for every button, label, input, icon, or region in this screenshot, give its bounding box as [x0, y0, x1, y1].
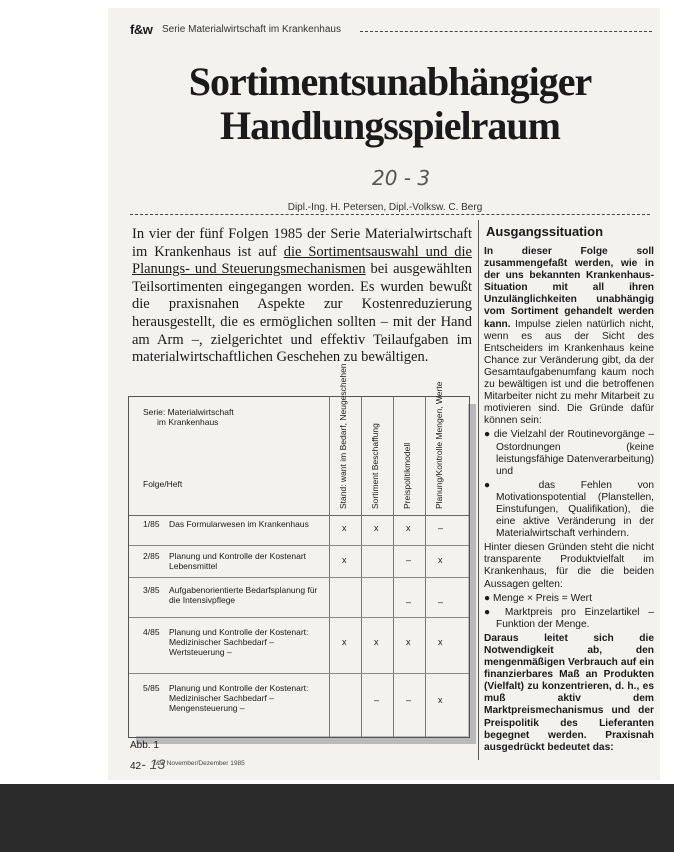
row-divider: [129, 617, 469, 618]
col-divider: [361, 397, 362, 737]
bullet-icon: ●: [484, 479, 513, 491]
col-divider: [393, 397, 394, 737]
figure-caption: Abb. 1: [130, 740, 159, 751]
col-divider: [425, 397, 426, 737]
title-line-1: Sortimentsunabhängiger: [188, 59, 592, 104]
bullet-item: ● Menge × Preis = Wert: [484, 592, 592, 604]
title-line-2: Handlungsspielraum: [220, 103, 560, 148]
bullet-icon: ●: [484, 592, 491, 604]
table-title: Serie: Materialwirtschaft im Krankenhaus: [143, 407, 234, 427]
page-number: 42- 13: [130, 756, 166, 772]
table-header: [129, 397, 469, 516]
row-divider: [129, 673, 469, 674]
col-divider: [329, 397, 330, 737]
header-rule: [360, 31, 652, 32]
article-title: [120, 60, 660, 148]
bullet-item: ● das Fehlen von Motivationspotential (Planstellen, Einstufungen, Qualifikation), die eine aktive Veränderung in der Materialwirtschaft verhindern.: [484, 479, 654, 540]
bullet-icon: ●: [484, 429, 491, 441]
intro-underlined-text: die Sortimentsauswahl und die Planungs- und Steuerungsmechanismen: [132, 243, 472, 278]
bullet-item: ● Marktpreis pro Einzelartikel – Funktion der Menge.: [484, 606, 654, 630]
row-divider: [129, 577, 469, 578]
series-header: Serie Materialwirtschaft im Krankenhaus: [162, 24, 341, 35]
sidebar-body: In dieser Folge soll zusammengefaßt werden, wie in der uns bekannten Krankenhaus-Situation mit all ihren Unzulänglichkeiten unabhängig vom Sortiment gehandelt werden kann. Impulse zielen natürlich nicht, wenn es aus der Sicht des Entscheiders im Krankenhaus keine Chance zur Veränderung gibt, da der Gesamtaufgabenumfang kaum noch zu bewältigen ist und die betroffenen Mitarbeiter nicht zu mehr Mitarbeit zu motivieren sind. Die Gründe dafür können sein: ● die Vielzahl der Routinevorgänge – Ostordnungen (keine leistungsfähige Datenverarbeitung) und ● das Fehlen von Motivationspotential (Planstellen, Einstufungen, Qualifikation), die eine aktive Veränderung in der Materialwirtschaft verhindern. Hinter diesen Gründen steht die nicht transparente Produktvielfalt im Krankenhaus, für die die beiden Aussagen gelten: ● Menge × Preis = Wert ● Marktpreis pro Einzelartikel – Funktion der Menge. Daraus leitet sich die Notwendigkeit ab, den mengenmäßigen Verbrauch auf ein finanzierbares Maß an Produkten (Vielfalt) zu konzentrieren, d. h., es muß aktiv dem Marktpreismechanismus und der Preispolitik des Lieferanten begegnet werden. Praxisnah ausgedrückt bedeutet das:: [484, 246, 655, 753]
section-heading: Ausgangssituation: [486, 224, 604, 239]
scan-background-band: [0, 784, 674, 852]
magazine-logo: f&w: [130, 22, 153, 37]
series-table: Serie: Materialwirtschaft im Krankenhaus Folge/Heft Stand: want im Bedarf, Neugeschehen Sortiment Beschaffung Preispolitikmodell Planung/Kontrolle Mengen, Werte 1/85 Das Formularwesen im Krankenhaus x x x – 2/85 Planung und Kontrolle der Kostenart Lebensmittel x – x 3/85 Aufgabenorientierte Bedarfsplanung für die Intensivpflege – – 4/85 Planung und Kontrolle der Kostenart: Medizinischer Sachbedarf – Wertsteuerung – x x x x 5/85 Planung und Kontrolle der Kostenart: Medizinischer Sachbedarf – Mengensteuerung – – – x: [128, 396, 470, 738]
intro-paragraph: In vier der fünf Folgen 1985 der Serie Materialwirtschaft im Krankenhaus ist auf die Sortimentsauswahl und die Planungs- und Steuerungsmechanismen bei ausgewählten Teilsortimenten eingegangen worden. Es wurden bewußt die praxisnahen Aspekte zur Kostenreduzierung herausgestellt, die es ermöglichen sollten – mit der Hand am Arm –, zielgerichtet und effektiv Teilaufgaben im materialwirtschaftlichen Geschehen zu bewältigen.: [132, 226, 472, 366]
publication-footer: f&w November/Dezember 1985: [154, 760, 245, 767]
article-authors: Dipl.-Ing. H. Petersen, Dipl.-Volksw. C. Berg: [130, 202, 640, 213]
authors-rule: [130, 214, 650, 215]
bullet-item: ● die Vielzahl der Routinevorgänge – Ostordnungen (keine leistungsfähige Datenverarbeitung) und: [484, 429, 655, 477]
row-divider: [129, 545, 469, 546]
bullet-icon: ●: [484, 606, 497, 618]
folge-label: Folge/Heft: [143, 479, 183, 489]
handwritten-note: 20 - 3: [372, 166, 431, 190]
column-divider: [478, 220, 479, 760]
